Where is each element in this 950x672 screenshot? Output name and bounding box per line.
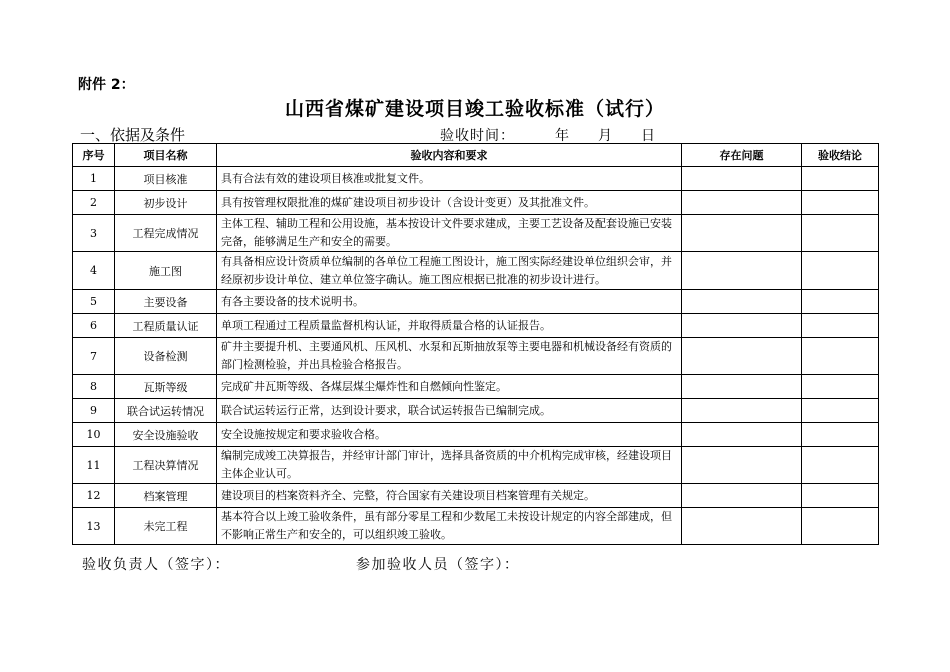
row-requirement: 具有按管理权限批准的煤矿建设项目初步设计（含设计变更）及其批准文件。 (217, 191, 682, 215)
row-item-name: 未完工程 (115, 508, 217, 545)
table-row (73, 375, 879, 399)
row-conclusion (802, 484, 879, 508)
table-row (73, 508, 879, 545)
attachment-label: 附件 2： (78, 77, 135, 93)
row-number: 4 (73, 252, 115, 290)
row-conclusion (802, 399, 879, 423)
table-row (73, 191, 879, 215)
section-heading: 一、依据及条件 (80, 126, 186, 144)
row-requirement: 有各主要设备的技术说明书。 (217, 290, 682, 314)
row-number: 9 (73, 399, 115, 423)
row-requirement: 单项工程通过工程质量监督机构认证，并取得质量合格的认证报告。 (217, 314, 682, 338)
row-item-name: 工程决算情况 (115, 447, 217, 484)
row-requirement: 有具备相应设计资质单位编制的各单位工程施工图设计，施工图实际经建设单位组织会审，并经原初步设计单位、建立单位签字确认。施工图应根据已批准的初步设计进行。 (217, 252, 682, 290)
table-row (73, 484, 879, 508)
table-row (73, 290, 879, 314)
row-item-name: 施工图 (115, 252, 217, 290)
table-row (73, 338, 879, 375)
acceptance-time-month: 月 (598, 128, 613, 144)
row-conclusion (802, 167, 879, 191)
row-number: 6 (73, 314, 115, 338)
row-item-name: 联合试运转情况 (115, 399, 217, 423)
row-issue (682, 191, 802, 215)
table-row (73, 447, 879, 484)
participants-signature: 参加验收人员（签字）： (356, 557, 520, 573)
row-requirement: 建设项目的档案资料齐全、完整，符合国家有关建设项目档案管理有关规定。 (217, 484, 682, 508)
row-issue (682, 423, 802, 447)
row-conclusion (802, 215, 879, 252)
row-issue (682, 314, 802, 338)
row-issue (682, 215, 802, 252)
row-item-name: 瓦斯等级 (115, 375, 217, 399)
header-no: 序号 (73, 144, 115, 167)
row-conclusion (802, 375, 879, 399)
header-conclusion: 验收结论 (802, 144, 879, 167)
row-conclusion (802, 508, 879, 545)
row-item-name: 初步设计 (115, 191, 217, 215)
row-issue (682, 508, 802, 545)
row-conclusion (802, 252, 879, 290)
row-conclusion (802, 447, 879, 484)
row-issue (682, 252, 802, 290)
row-number: 5 (73, 290, 115, 314)
acceptance-table (72, 143, 879, 545)
row-item-name: 档案管理 (115, 484, 217, 508)
row-requirement: 编制完成竣工决算报告，并经审计部门审计，选择具备资质的中介机构完成审核，经建设项目主体企业认可。 (217, 447, 682, 484)
header-name: 项目名称 (115, 144, 217, 167)
row-number: 10 (73, 423, 115, 447)
row-requirement: 完成矿井瓦斯等级、各煤层煤尘爆炸性和自燃倾向性鉴定。 (217, 375, 682, 399)
row-issue (682, 167, 802, 191)
row-number: 2 (73, 191, 115, 215)
row-number: 3 (73, 215, 115, 252)
row-number: 12 (73, 484, 115, 508)
table-header-row (73, 144, 879, 167)
row-requirement: 基本符合以上竣工验收条件，虽有部分零星工程和少数尾工未按设计规定的内容全部建成，但不影响正常生产和安全的，可以组织竣工验收。 (217, 508, 682, 545)
row-item-name: 安全设施验收 (115, 423, 217, 447)
row-conclusion (802, 290, 879, 314)
header-content: 验收内容和要求 (217, 144, 682, 167)
table-row (73, 399, 879, 423)
row-number: 13 (73, 508, 115, 545)
row-number: 11 (73, 447, 115, 484)
row-issue (682, 484, 802, 508)
row-issue (682, 375, 802, 399)
acceptance-time-label: 验收时间： (440, 128, 515, 144)
row-number: 1 (73, 167, 115, 191)
row-requirement: 主体工程、辅助工程和公用设施，基本按设计文件要求建成，主要工艺设备及配套设施已安装完备，能够满足生产和安全的需要。 (217, 215, 682, 252)
row-item-name: 工程质量认证 (115, 314, 217, 338)
row-issue (682, 338, 802, 375)
row-issue (682, 290, 802, 314)
row-requirement: 安全设施按规定和要求验收合格。 (217, 423, 682, 447)
header-issue: 存在问题 (682, 144, 802, 167)
row-conclusion (802, 314, 879, 338)
table-row (73, 167, 879, 191)
row-issue (682, 447, 802, 484)
table-row (73, 252, 879, 290)
acceptance-time-year: 年 (555, 128, 570, 144)
row-issue (682, 399, 802, 423)
row-requirement: 矿井主要提升机、主要通风机、压风机、水泵和瓦斯抽放泵等主要电器和机械设备经有资质的部门检测检验，并出具检验合格报告。 (217, 338, 682, 375)
row-requirement: 具有合法有效的建设项目核准或批复文件。 (217, 167, 682, 191)
row-item-name: 工程完成情况 (115, 215, 217, 252)
table-row (73, 314, 879, 338)
document-title: 山西省煤矿建设项目竣工验收标准（试行） (284, 98, 665, 120)
row-item-name: 主要设备 (115, 290, 217, 314)
row-conclusion (802, 191, 879, 215)
row-number: 8 (73, 375, 115, 399)
row-conclusion (802, 423, 879, 447)
acceptance-time (440, 125, 656, 145)
responsible-signature: 验收负责人（签字）： (82, 557, 230, 573)
table-row (73, 215, 879, 252)
acceptance-time-day: 日 (641, 128, 656, 144)
row-number: 7 (73, 338, 115, 375)
row-conclusion (802, 338, 879, 375)
row-item-name: 设备检测 (115, 338, 217, 375)
row-requirement: 联合试运转运行正常，达到设计要求，联合试运转报告已编制完成。 (217, 399, 682, 423)
table-row (73, 423, 879, 447)
row-item-name: 项目核准 (115, 167, 217, 191)
